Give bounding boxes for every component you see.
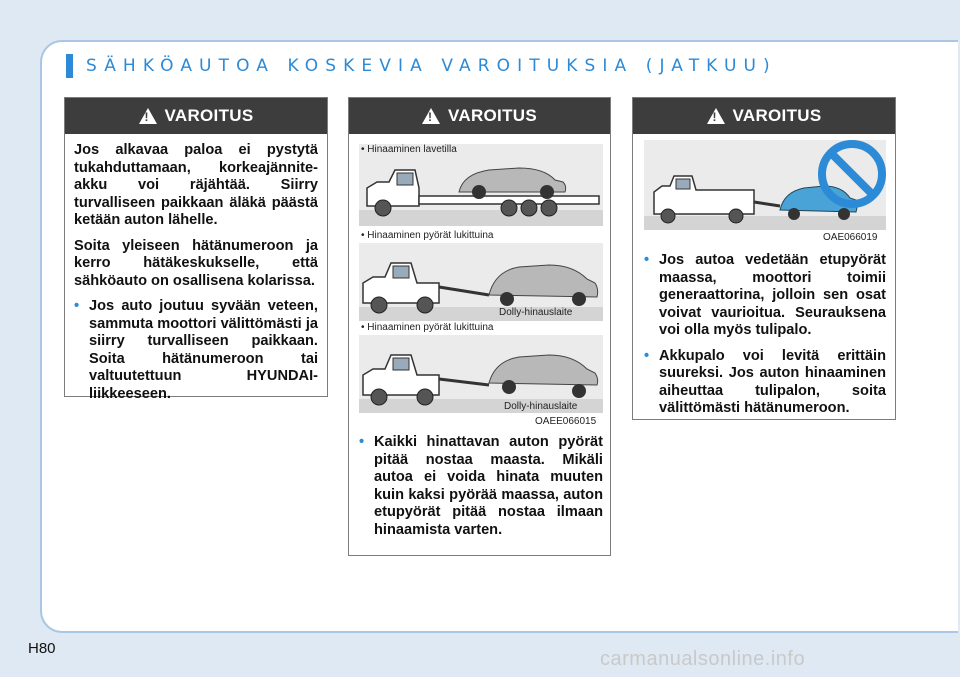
flatbed-truck-icon	[359, 144, 603, 226]
illustration-caption: • Hinaaminen lavetilla	[361, 144, 457, 155]
warning-triangle-icon	[707, 108, 725, 124]
illustration-caption: • Hinaaminen pyörät lukittuina	[361, 230, 494, 241]
warning-header	[65, 98, 327, 134]
bullet-dot-icon: •	[74, 298, 80, 314]
bullet-dot-icon: •	[644, 347, 650, 364]
page-number: H80	[28, 640, 56, 657]
warning-box-middle	[348, 97, 611, 556]
bullet-dot-icon: •	[359, 434, 365, 450]
bullet-item	[644, 348, 886, 418]
bullet-item	[644, 252, 886, 340]
warning-body	[359, 434, 603, 547]
bullet-text: Jos auto joutuu syvään veteen, sammuta moottori välittömästi ja siirry turvalliseen paikkaan. Soita hätänumeroon tai valtuutettuun HYUNDAI-liikkeeseen.	[89, 298, 318, 402]
front-wheels-down-towing-illustration	[644, 140, 886, 230]
section-title: SÄHKÖAUTOA KOSKEVIA VAROITUKSIA (JATKUU)	[86, 56, 777, 76]
warning-triangle-icon	[139, 108, 157, 124]
bullet-text: Akkupalo voi levitä erittäin suureksi. Jos auton hinaaminen aiheuttaa tulipalon, soita välittömästi hätänumeroon.	[659, 347, 886, 416]
bullet-text: Kaikki hinattavan auton pyörät pitää nostaa maasta. Mikäli autoa ei voida hinata muuten kuin kaksi pyörää maassa, auton etupyörät pitää nostaa ilmaan hinaamista varten.	[374, 434, 603, 538]
image-code: OAE066019	[823, 232, 878, 243]
warning-body	[65, 134, 327, 403]
warning-header	[633, 98, 895, 134]
warning-heading: VAROITUS	[732, 106, 822, 125]
warning-box-right	[632, 97, 896, 420]
flatbed-towing-illustration	[359, 144, 603, 226]
illustration-caption: • Hinaaminen pyörät lukittuina	[361, 322, 494, 333]
header-accent-bar	[66, 54, 73, 78]
warning-header	[349, 98, 610, 134]
prohibited-towing-icon	[644, 140, 886, 230]
bullet-item	[74, 298, 318, 403]
warning-heading: VAROITUS	[448, 106, 537, 125]
watermark: carmanualsonline.info	[600, 648, 806, 670]
warning-body	[644, 252, 886, 426]
paragraph: Jos alkavaa paloa ei pystytä tukahduttamaan, korkeajänniteakku voi räjähtää. Siirry turvalliseen paikkaan äläkä päästä ketään auton lähelle.	[74, 142, 318, 228]
bullet-item	[359, 434, 603, 539]
bullet-text: Jos autoa vedetään etupyörät maassa, moottori toimii generaattorina, jolloin sen osat voivat vaurioitua. Seurauksena voi olla myös tulipalo.	[659, 252, 886, 338]
paragraph: Soita yleiseen hätänumeroon ja kerro hätäkeskukselle, että sähköauto on osallisena kolarissa.	[74, 237, 318, 289]
bullet-dot-icon: •	[644, 252, 650, 268]
warning-heading: VAROITUS	[164, 106, 254, 125]
image-code: OAEE066015	[535, 416, 597, 427]
dolly-label: Dolly-hinauslaite	[499, 307, 573, 318]
warning-box-left	[64, 97, 328, 402]
warning-triangle-icon	[422, 108, 440, 124]
dolly-label: Dolly-hinauslaite	[504, 401, 578, 412]
